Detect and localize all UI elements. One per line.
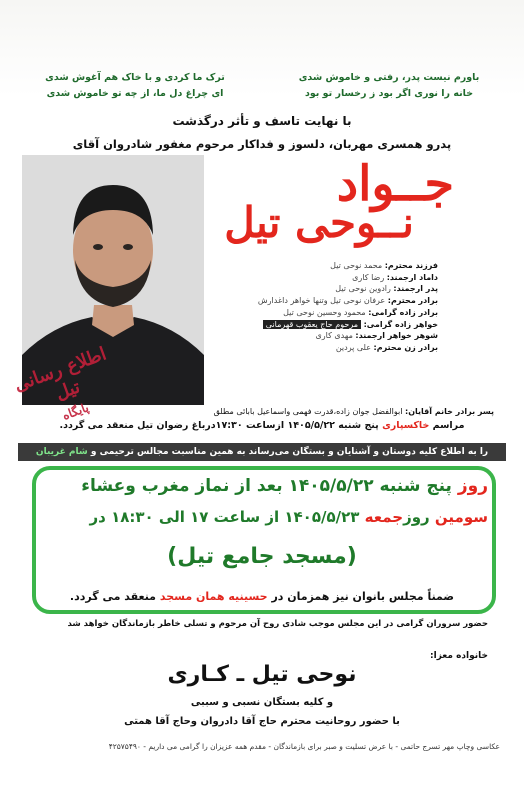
bereaved-family-name: نوحی تیل ـ کـاری — [167, 662, 357, 687]
notice-highlight: شام غریبان — [35, 447, 88, 457]
relative-row — [238, 342, 438, 354]
day1-text: پنج شنبه ۱۴۰۵/۵/۲۲ بعد از نماز مغرب وعشاء — [81, 476, 452, 496]
relative-row — [238, 283, 438, 295]
relative-value: مهدی کاری — [315, 331, 353, 341]
relative-label: خواهر زاده گرامی: — [363, 319, 438, 329]
footer-note: عکاسی وچاپ مهر تسرج حاتمی - با عرض تسلیت و صبر برای بازماندگان - مقدم همه عزیزان را گرامی می داریم - ۴۲۵۷۵۴۹۰ — [108, 742, 500, 751]
relative-row — [238, 330, 438, 342]
day1-prefix: روز — [457, 476, 488, 496]
ladies-text1: ضمناً مجلس بانوان نیز همزمان در — [271, 590, 455, 603]
relative-value: مرحوم حاج یعقوب قهرمانی — [263, 320, 361, 329]
day2-prefix: سومین — [434, 508, 488, 526]
day2-text: ۱۴۰۵/۵/۲۳ از ساعت ۱۷ الی ۱۸:۳۰ در — [89, 508, 360, 526]
clergy-presence: با حضور روحانیت محترم حاج آقا دادروان وحاج آقا همتی — [124, 716, 400, 727]
deceased-first-name: جــواد — [336, 156, 454, 212]
ceremony-text: پنج شنبه ۱۴۰۵/۵/۲۲ ازساعت ۱۷:۳۰درباغ رضوان تیل منعقد می گردد. — [59, 420, 379, 431]
relative-row — [238, 260, 438, 272]
verse-left-line1: ترک ما کردی و با خاک هم آغوش شدی — [45, 72, 225, 83]
day2-mid: روز — [403, 508, 430, 526]
relative-row — [238, 272, 438, 284]
schedule-day1 — [38, 476, 488, 496]
bereaved-relatives: و کلیه بستگان نسبی و سببی — [190, 697, 334, 708]
relative-label: فرزند محترم: — [384, 261, 438, 270]
relative-value: عرفان نوحی تیل وتنها خواهر داغدارش — [257, 296, 386, 306]
verse-left — [30, 70, 240, 102]
verse-right-line1: باورم نیست پدر، رفتی و خاموش شدی — [298, 72, 480, 83]
relative-label: پدر ارجمند: — [393, 284, 438, 294]
ladies-session — [0, 590, 524, 603]
notice-text: را به اطلاع کلیه دوستان و آشنایان و بستگان می‌رساند به همین مناسبت مجالس ترحیمی و — [90, 447, 489, 457]
ladies-highlight2: مسجد — [159, 590, 193, 603]
deceased-last-name: نــوحی تیل — [224, 198, 414, 247]
relative-label: برادر زاده گرامی: — [368, 307, 438, 317]
burial-ceremony — [0, 420, 524, 431]
grief-line: با نهایت تاسف و تأثر درگذشت — [172, 114, 352, 128]
verse-right — [284, 70, 494, 102]
schedule-day2 — [38, 508, 488, 526]
relative-label: داماد ارجمند: — [386, 272, 438, 282]
attendance-note: حضور سروران گرامی در این مجلس موجب شادی روح آن مرحوم و تسلی خاطر بازماندگان خواهد شد — [67, 619, 488, 629]
ceremony-highlight: خاکسپاری — [382, 420, 430, 431]
ceremony-prefix: مراسم — [432, 420, 465, 431]
relative-value: علی پردین — [335, 342, 371, 352]
intro-line: پدرو همسری مهربان، دلسوز و فداکار مرحوم مغفور شادروان آقای — [72, 137, 452, 151]
verse-left-line2: ای چراغ دل ما، از چه تو خاموش شدی — [46, 88, 224, 99]
bereaved-label: خانواده معزا: — [430, 651, 488, 661]
verse-right-line2: خانه را نوری اگر بود ز رخسار تو بود — [304, 88, 474, 99]
in-laws-value: ابوالفضل جوان زاده،قدرت فهمی واسماعیل بابائی مطلق — [213, 407, 403, 416]
day2-day: جمعه — [364, 508, 404, 526]
relative-label: شوهر خواهر ارجمند: — [355, 331, 438, 341]
mosque-name: (مسجد جامع تیل) — [167, 544, 357, 569]
notice-bar — [18, 443, 506, 461]
watermark-logo: اطلاع رسانی تیل پایگاه — [11, 343, 110, 423]
relative-value: رضا کاری — [352, 272, 385, 282]
relative-row — [238, 319, 438, 331]
ladies-text2: منعقد می گردد. — [69, 590, 156, 603]
relatives-list — [238, 260, 438, 354]
relative-value: محمود وحسین نوحی تیل — [283, 307, 366, 317]
ladies-highlight1: حسینیه همان — [195, 590, 268, 603]
relative-value: رادوین نوحی تیل — [335, 284, 391, 294]
relative-label: برادر محترم: — [387, 296, 438, 306]
in-laws-label: پسر برادر خانم آقایان: — [405, 407, 494, 416]
relative-label: برادر زن محترم: — [373, 342, 438, 352]
relative-row — [238, 295, 438, 307]
relative-row — [238, 307, 438, 319]
relative-value: محمد نوحی تیل — [330, 261, 383, 270]
